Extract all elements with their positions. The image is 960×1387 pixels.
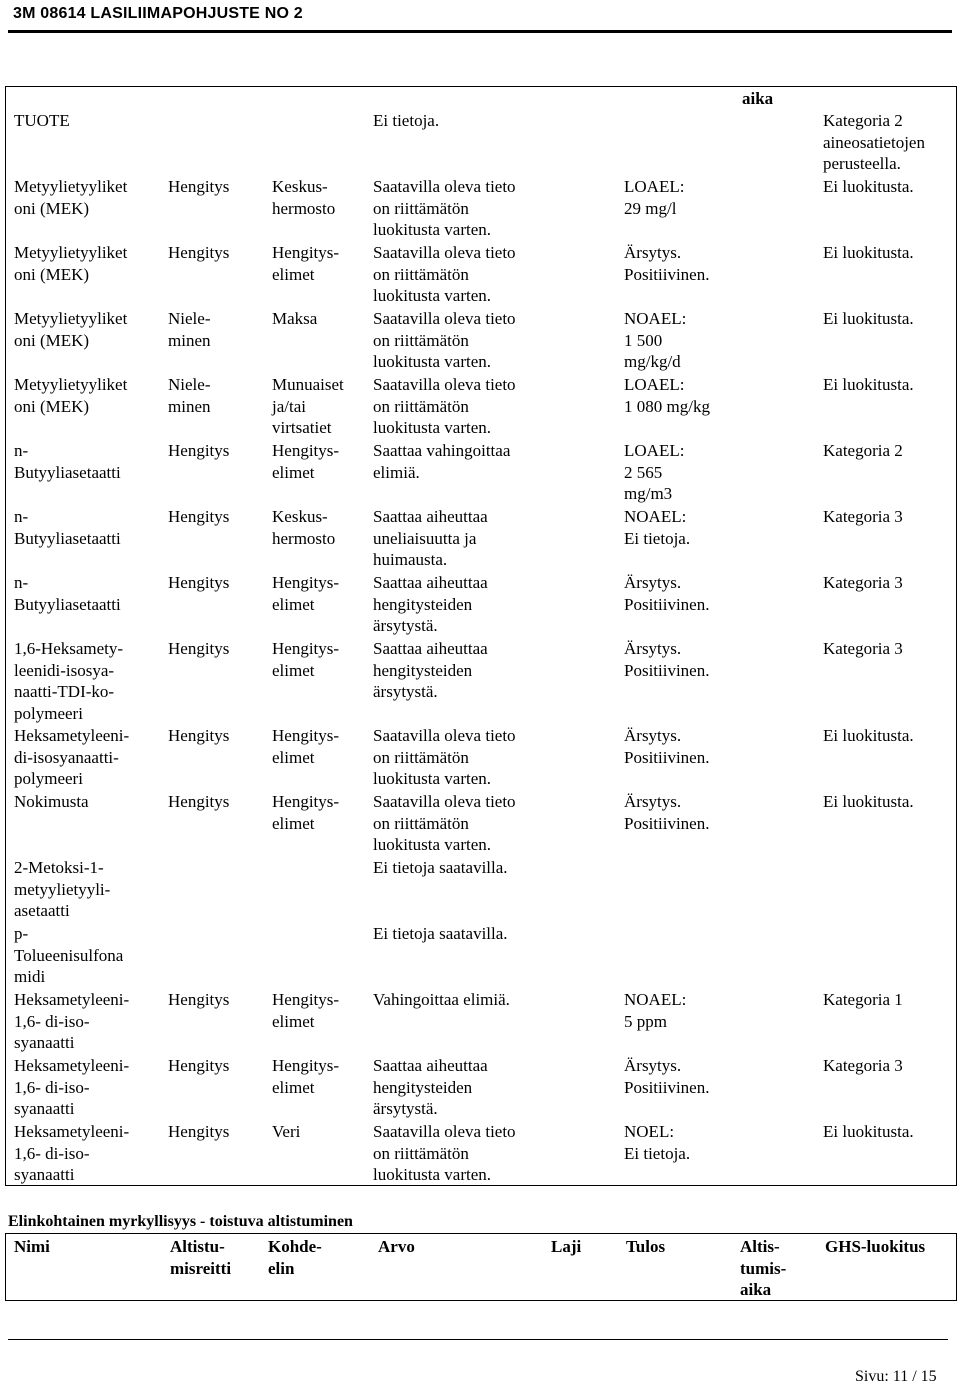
cell-exposure-route: Hengitys <box>168 1122 230 1141</box>
cell-name: Heksametyleeni- di-isosyanaatti- polymeeri <box>14 726 130 789</box>
cell-exposure-route: Hengitys <box>168 639 230 658</box>
cell-target-organ: Hengitys- elimet <box>272 726 340 767</box>
cell-name: n- Butyyliasetaatti <box>14 573 121 614</box>
cell-value: Saattaa aiheuttaa hengitysteiden ärsytystä. <box>373 1056 488 1119</box>
cell-target-organ: Keskus- hermosto <box>272 507 336 548</box>
cell-value: Saatavilla oleva tieto on riittämätön luokitusta varten. <box>373 1122 516 1185</box>
cell-name: Heksametyleeni- 1,6- di-iso- syanaatti <box>14 1122 130 1185</box>
cell-target-organ: Hengitys- elimet <box>272 990 340 1031</box>
cell-exposure-route: Niele- minen <box>168 309 211 350</box>
cell-value: Vahingoittaa elimiä. <box>373 990 510 1009</box>
cell-ghs-class: Ei luokitusta. <box>823 1122 914 1141</box>
cell-value: Saatavilla oleva tieto on riittämätön luokitusta varten. <box>373 177 516 240</box>
cell-target-organ: Veri <box>272 1122 301 1141</box>
cell-value: Saattaa aiheuttaa uneliaisuutta ja huimausta. <box>373 507 488 570</box>
cell-result: Ärsytys. Positiivinen. <box>624 726 710 767</box>
column-header-ghs-luokitus: GHS-luokitus <box>825 1237 926 1256</box>
cell-value: Saattaa aiheuttaa hengitysteiden ärsytystä. <box>373 639 488 702</box>
cell-name: Metyylietyyliket oni (MEK) <box>14 309 128 350</box>
cell-exposure-route: Hengitys <box>168 573 230 592</box>
cell-ghs-class: Ei luokitusta. <box>823 243 914 262</box>
cell-name: n- Butyyliasetaatti <box>14 441 121 482</box>
cell-target-organ: Hengitys- elimet <box>272 1056 340 1097</box>
cell-value: Saattaa vahingoittaa elimiä. <box>373 441 511 482</box>
cell-result: Ärsytys. Positiivinen. <box>624 243 710 284</box>
cell-name: Heksametyleeni- 1,6- di-iso- syanaatti <box>14 990 130 1053</box>
column-header-aika: aika <box>742 89 774 108</box>
cell-result: NOEL: Ei tietoja. <box>624 1122 691 1163</box>
cell-value: Saatavilla oleva tieto on riittämätön luokitusta varten. <box>373 375 516 438</box>
cell-ghs-class: Ei luokitusta. <box>823 177 914 196</box>
cell-value: Saatavilla oleva tieto on riittämätön luokitusta varten. <box>373 792 516 855</box>
cell-ghs-class: Ei luokitusta. <box>823 726 914 745</box>
cell-result: Ärsytys. Positiivinen. <box>624 792 710 833</box>
cell-result: NOAEL: 5 ppm <box>624 990 687 1031</box>
cell-exposure-route: Hengitys <box>168 792 230 811</box>
cell-result: LOAEL: 2 565 mg/m3 <box>624 441 685 504</box>
cell-exposure-route: Niele- minen <box>168 375 211 416</box>
cell-ghs-class: Ei luokitusta. <box>823 792 914 811</box>
column-header-laji: Laji <box>551 1237 582 1256</box>
cell-ghs-class: Kategoria 3 <box>823 507 903 526</box>
tuote-value: Ei tietoja. <box>373 111 440 130</box>
cell-name: Metyylietyyliket oni (MEK) <box>14 243 128 284</box>
cell-exposure-route: Hengitys <box>168 990 230 1009</box>
cell-target-organ: Keskus- hermosto <box>272 177 336 218</box>
cell-value: Ei tietoja saatavilla. <box>373 858 508 877</box>
cell-ghs-class: Ei luokitusta. <box>823 309 914 328</box>
cell-result: LOAEL: 29 mg/l <box>624 177 685 218</box>
tuote-label: TUOTE <box>14 111 70 130</box>
column-header-arvo: Arvo <box>378 1237 415 1256</box>
cell-target-organ: Hengitys- elimet <box>272 792 340 833</box>
cell-exposure-route: Hengitys <box>168 1056 230 1075</box>
cell-ghs-class: Kategoria 3 <box>823 573 903 592</box>
cell-name: Heksametyleeni- 1,6- di-iso- syanaatti <box>14 1056 130 1119</box>
cell-result: Ärsytys. Positiivinen. <box>624 639 710 680</box>
cell-exposure-route: Hengitys <box>168 177 230 196</box>
footer-divider <box>8 1339 948 1340</box>
cell-target-organ: Hengitys- elimet <box>272 573 340 614</box>
tuote-classification: Kategoria 2 aineosatietojen perusteella. <box>823 111 925 174</box>
cell-target-organ: Hengitys- elimet <box>272 639 340 680</box>
page-number: Sivu: 11 / 15 <box>855 1368 937 1385</box>
cell-target-organ: Munuaiset ja/tai virtsatiet <box>272 375 344 438</box>
cell-name: p- Tolueenisulfona midi <box>14 924 124 987</box>
cell-value: Saatavilla oleva tieto on riittämätön luokitusta varten. <box>373 243 516 306</box>
cell-value: Saatavilla oleva tieto on riittämätön luokitusta varten. <box>373 726 516 789</box>
cell-result: Ärsytys. Positiivinen. <box>624 1056 710 1097</box>
cell-value: Saatavilla oleva tieto on riittämätön luokitusta varten. <box>373 309 516 372</box>
cell-result: NOAEL: Ei tietoja. <box>624 507 691 548</box>
cell-name: Metyylietyyliket oni (MEK) <box>14 177 128 218</box>
cell-name: Metyylietyyliket oni (MEK) <box>14 375 128 416</box>
cell-name: 2-Metoksi-1- metyylietyyli- asetaatti <box>14 858 111 921</box>
cell-exposure-route: Hengitys <box>168 507 230 526</box>
cell-exposure-route: Hengitys <box>168 726 230 745</box>
column-header-nimi: Nimi <box>14 1237 50 1256</box>
document-title: 3M 08614 LASILIIMAPOHJUSTE NO 2 <box>13 5 303 22</box>
header-divider <box>8 30 952 33</box>
cell-ghs-class: Kategoria 3 <box>823 1056 903 1075</box>
cell-name: 1,6-Heksamety- leenidi-isosya- naatti-TDI-ko- polymeeri <box>14 639 124 724</box>
cell-ghs-class: Kategoria 2 <box>823 441 903 460</box>
cell-target-organ: Hengitys- elimet <box>272 441 340 482</box>
cell-value: Ei tietoja saatavilla. <box>373 924 508 943</box>
cell-target-organ: Hengitys- elimet <box>272 243 340 284</box>
cell-result: LOAEL: 1 080 mg/kg <box>624 375 710 416</box>
cell-name: Nokimusta <box>14 792 89 811</box>
cell-ghs-class: Kategoria 3 <box>823 639 903 658</box>
table-toxicity-repeated-exposure <box>5 1233 957 1301</box>
cell-ghs-class: Kategoria 1 <box>823 990 903 1009</box>
cell-exposure-route: Hengitys <box>168 243 230 262</box>
cell-target-organ: Maksa <box>272 309 318 328</box>
cell-result: Ärsytys. Positiivinen. <box>624 573 710 614</box>
column-header-altistumisaika: Altis- tumis- aika <box>740 1237 787 1300</box>
cell-ghs-class: Ei luokitusta. <box>823 375 914 394</box>
cell-result: NOAEL: 1 500 mg/kg/d <box>624 309 687 372</box>
column-header-kohde-elin: Kohde- elin <box>268 1237 322 1278</box>
cell-name: n- Butyyliasetaatti <box>14 507 121 548</box>
column-header-tulos: Tulos <box>626 1237 666 1256</box>
column-header-altistumisreitti: Altistu- misreitti <box>170 1237 232 1278</box>
cell-exposure-route: Hengitys <box>168 441 230 460</box>
section-title-repeated-exposure: Elinkohtainen myrkyllisyys - toistuva altistuminen <box>8 1213 353 1230</box>
cell-value: Saattaa aiheuttaa hengitysteiden ärsytystä. <box>373 573 488 636</box>
